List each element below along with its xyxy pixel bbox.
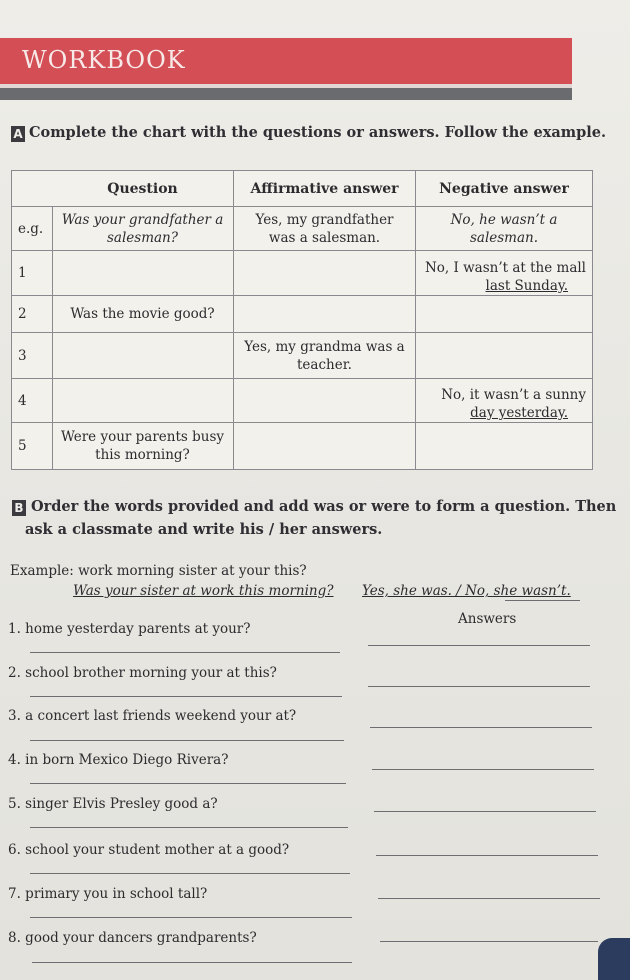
row1-question-blank[interactable] [52,251,234,296]
page-corner-tab [598,938,630,980]
item-3-answer-line[interactable] [370,727,592,728]
row3-affirmative-line2: teacher. [297,356,352,373]
eg-question-line2: salesman? [107,229,178,246]
row5-negative-blank[interactable] [416,423,592,469]
row-label-2: 2 [12,296,52,333]
section-b-badge: B [12,500,26,516]
item-6-answer-line[interactable] [376,855,598,856]
section-b-instruction-1: Order the words provided and add was or were to form a question. Then [31,498,617,515]
row1-negative-line1: No, I wasn’t at the mall [424,260,586,276]
answers-header: Answers [458,611,517,627]
eg-question-line1: Was your grandfather a [61,211,224,228]
item-2-prompt: 2. school brother morning your at this? [8,665,277,681]
item-8-answer-line[interactable] [380,941,598,942]
item-1-answer-line[interactable] [368,645,590,646]
row4-negative-line2: day yesterday. [470,405,568,421]
row1-negative-line2: last Sunday. [485,278,568,294]
item-5-answer-line[interactable] [374,811,596,812]
header-negative: Negative answer [416,171,592,207]
header-question: Question [52,171,234,207]
row3-question-blank[interactable] [52,333,234,379]
row5-question-line2: this morning? [95,447,190,463]
item-3-question-line[interactable] [30,740,344,741]
row5-question-line1: Were your parents busy [60,429,225,445]
row1-affirmative-blank[interactable] [234,251,416,296]
row5-question [52,423,234,469]
row-label-3: 3 [12,333,52,379]
item-1-prompt: 1. home yesterday parents at your? [8,621,251,637]
section-a-instruction: Complete the chart with the questions or answers. Follow the example. [29,124,607,141]
row-label-4: 4 [12,379,52,423]
row3-affirmative [234,333,416,379]
label-column-divider [52,207,53,469]
page-title: WORKBOOK [22,46,186,74]
item-5-question-line[interactable] [30,827,348,828]
example-answer: Yes, she was. / No, she wasn’t. [362,583,571,599]
row3-negative-blank[interactable] [416,333,592,379]
eg-affirmative [234,207,416,251]
item-2-answer-line[interactable] [368,686,590,687]
item-8-prompt: 8. good your dancers grandparents? [8,930,257,946]
item-6-prompt: 6. school your student mother at a good? [8,842,290,858]
example-answer-rule [505,600,580,601]
row5-affirmative-blank[interactable] [234,423,416,469]
banner-stripe [0,88,572,100]
eg-question [52,207,234,251]
item-4-prompt: 4. in born Mexico Diego Rivera? [8,752,229,768]
chart-corner [12,171,52,207]
item-7-answer-line[interactable] [378,898,600,899]
eg-negative [416,207,592,251]
row4-negative [416,379,592,423]
row4-negative-line1: No, it wasn’t a sunny [441,387,586,403]
header-affirmative: Affirmative answer [234,171,416,207]
eg-affirmative-line1: Yes, my grandfather [255,211,394,228]
section-a-badge: A [11,126,25,142]
example-prompt: Example: work morning sister at your this? [10,563,307,579]
row-label-5: 5 [18,438,27,454]
row4-question-blank[interactable] [52,379,234,423]
eg-affirmative-line2: was a salesman. [268,229,381,246]
item-1-question-line[interactable] [30,652,340,653]
section-b-instruction-2: ask a classmate and write his / her answers. [25,521,383,538]
row4-affirmative-blank[interactable] [234,379,416,423]
answer-chart [11,170,593,470]
example-question: Was your sister at work this morning? [73,583,334,599]
eg-negative-line2: salesman. [469,229,539,246]
eg-negative-line1: No, he wasn’t a [450,211,558,228]
row-label-eg: e.g. [12,207,52,251]
item-6-question-line[interactable] [30,873,350,874]
item-7-question-line[interactable] [30,917,352,918]
item-4-question-line[interactable] [30,783,346,784]
item-3-prompt: 3. a concert last friends weekend your at? [8,708,297,724]
row2-negative-blank[interactable] [416,296,592,333]
row-label-1: 1 [12,251,52,296]
item-5-prompt: 5. singer Elvis Presley good a? [8,796,218,812]
row2-question: Was the movie good? [52,296,234,333]
row1-negative [416,251,592,296]
item-7-prompt: 7. primary you in school tall? [8,886,208,902]
item-8-question-line[interactable] [32,962,352,963]
row3-affirmative-line1: Yes, my grandma was a [244,338,405,355]
item-2-question-line[interactable] [30,696,342,697]
row2-affirmative-blank[interactable] [234,296,416,333]
item-4-answer-line[interactable] [372,769,594,770]
